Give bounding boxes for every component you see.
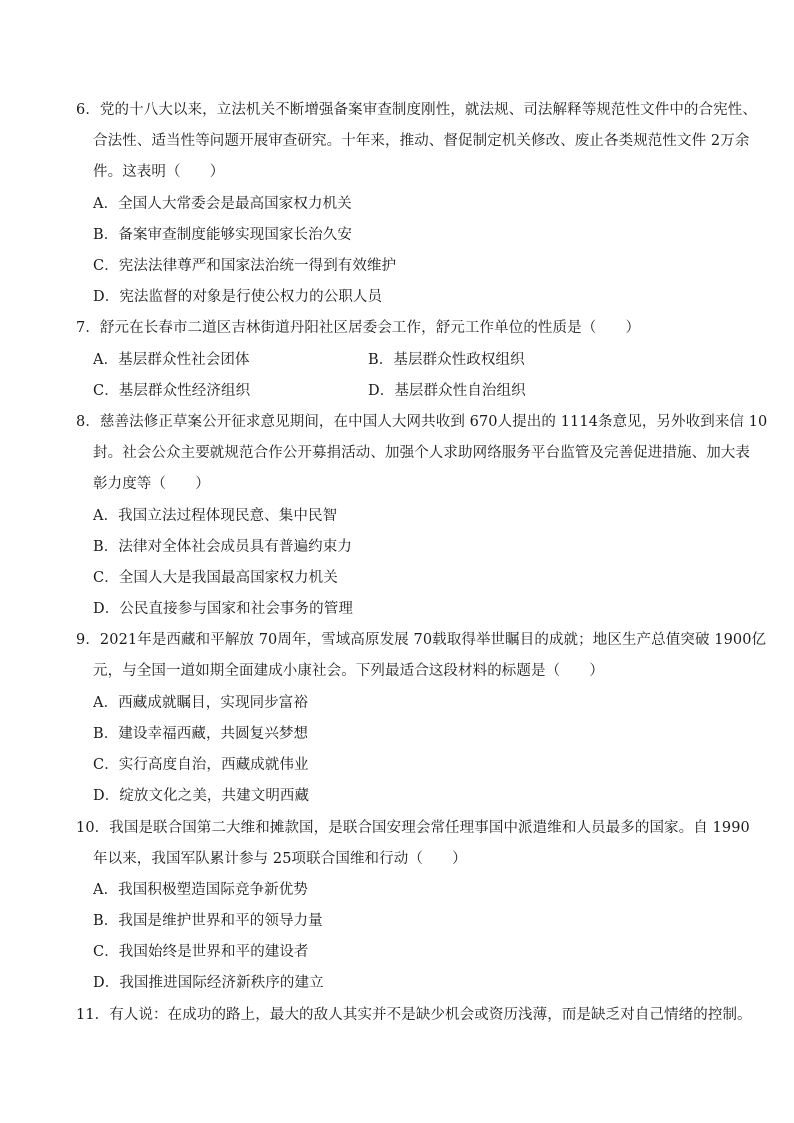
question-9-option-c: C．实行高度自治，西藏成就伟业	[93, 757, 309, 773]
question-8-option-a: A．我国立法过程体现民意、集中民智	[93, 508, 338, 524]
question-9-line-1: 9．2021年是西藏和平解放 70周年，雪域高原发展 70载取得举世瞩目的成就；地区生产总值突破 1900亿	[76, 632, 767, 648]
question-11-line-1: 11．有人说：在成功的路上，最大的敌人其实并不是缺少机会或资历浅薄，而是缺乏对自己情绪的控制。	[76, 1007, 752, 1023]
question-6-option-a: A．全国人大常委会是最高国家权力机关	[93, 196, 352, 212]
question-10-line-2: 年以来，我国军队累计参与 25项联合国维和行动（ ）	[93, 851, 467, 867]
question-10-option-c: C．我国始终是世界和平的建设者	[93, 944, 309, 960]
question-8-option-c: C．全国人大是我国最高国家权力机关	[93, 570, 338, 586]
question-8-option-d: D．公民直接参与国家和社会事务的管理	[93, 601, 353, 617]
question-6-option-d: D．宪法监督的对象是行使公权力的公职人员	[93, 289, 383, 305]
question-9-option-a: A．西藏成就瞩目，实现同步富裕	[93, 695, 308, 711]
question-7-option-b: B．基层群众性政权组织	[368, 352, 525, 368]
question-10-option-b: B．我国是维护世界和平的领导力量	[93, 913, 323, 929]
question-6-line-3: 件。这表明（ ）	[93, 164, 225, 180]
question-7-option-c: C．基层群众性经济组织	[93, 383, 251, 399]
question-8-option-b: B．法律对全体社会成员具有普遍约束力	[93, 539, 352, 555]
question-6-line-1: 6．党的十八大以来，立法机关不断增强备案审查制度刚性，就法规、司法解释等规范性文件中的合宪性、	[76, 102, 757, 118]
question-6-option-b: B．备案审查制度能够实现国家长治久安	[93, 227, 352, 243]
question-9-line-2: 元，与全国一道如期全面建成小康社会。下列最适合这段材料的标题是（ ）	[93, 663, 604, 679]
question-7-option-d: D．基层群众性自治组织	[368, 383, 526, 399]
question-10-option-a: A．我国积极塑造国际竞争新优势	[93, 882, 308, 898]
question-6-option-c: C．宪法法律尊严和国家法治统一得到有效维护	[93, 258, 397, 274]
question-7-line-1: 7．舒元在长春市二道区吉林街道丹阳社区居委会工作，舒元工作单位的性质是（ ）	[76, 320, 641, 336]
question-8-line-1: 8．慈善法修正草案公开征求意见期间，在中国人大网共收到 670人提出的 1114条意见，另外收到来信 10	[76, 414, 768, 430]
question-10-option-d: D．我国推进国际经济新秩序的建立	[93, 975, 324, 991]
question-9-option-d: D．绽放文化之美，共建文明西藏	[93, 788, 310, 804]
question-8-line-2: 封。社会公众主要就规范合作公开募捐活动、加强个人求助网络服务平台监管及完善促进措施、加大表	[93, 445, 750, 461]
question-8-line-3: 彰力度等（ ）	[93, 476, 210, 492]
question-6-line-2: 合法性、适当性等问题开展审查研究。十年来，推动、督促制定机关修改、废止各类规范性文件 2万余	[93, 133, 750, 149]
question-10-line-1: 10．我国是联合国第二大维和摊款国，是联合国安理会常任理事国中派遣维和人员最多的国家。自 1990	[76, 820, 750, 836]
question-7-option-a: A．基层群众性社会团体	[93, 352, 250, 368]
question-9-option-b: B．建设幸福西藏，共圆复兴梦想	[93, 726, 309, 742]
